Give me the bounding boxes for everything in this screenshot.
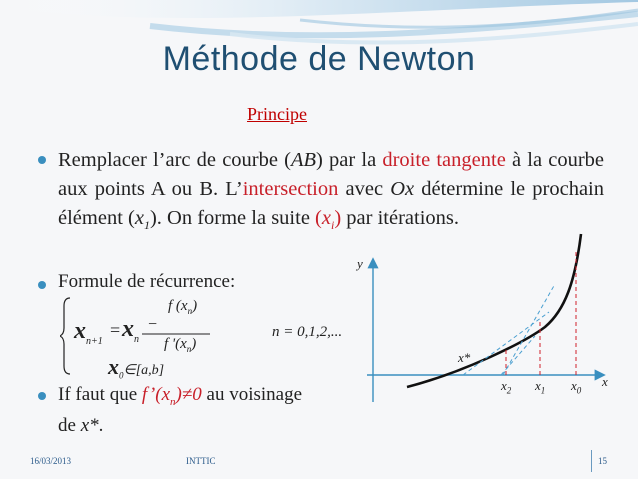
highlight-derivative: $f’(x_n)\ne 0$	[141, 384, 202, 408]
function-curve	[407, 234, 581, 387]
formula-numerator: f $(x_n)$	[168, 298, 198, 316]
footer-org: INTTIC	[186, 456, 216, 466]
formula-denominator: f '$(x_n)$	[164, 336, 197, 354]
newton-graph	[355, 232, 621, 404]
recurrence-formula	[60, 296, 230, 381]
tangent-1	[503, 284, 555, 375]
root-label: x*	[458, 350, 471, 365]
x1-label: $x_1$	[535, 378, 546, 396]
footer-divider	[591, 450, 592, 472]
formula-xn: $x_n$	[122, 316, 139, 345]
page-title: Méthode de Newton	[162, 40, 476, 78]
highlight-intersection: intersection	[242, 178, 339, 200]
formula-lhs: $x_{n+1}$	[74, 318, 103, 347]
y-axis-label: y	[357, 256, 363, 271]
formula-eq: =	[110, 320, 121, 340]
bullet-paragraph-3: If faut que $f’(x_n)\ne 0$ au voisinage de x*.	[58, 384, 303, 436]
section-subtitle: Principe	[247, 104, 307, 124]
bullet-icon	[38, 392, 46, 400]
formula-label: Formule de récurrence:	[58, 271, 236, 292]
footer-date: 16/03/2013	[30, 456, 72, 466]
bullet-paragraph-1: Remplacer l’arc de courbe (AB) par la droite tangente à la courbe aux points A ou B. L’intersection avec Ox détermine le prochain élément $(x_1)$. On forme la suite $(x_i)$ par itérations.	[58, 149, 605, 233]
highlight-suite: $(x_i)$	[315, 207, 342, 233]
footer-page-number: 15	[598, 456, 607, 466]
x0-label: $x_0$	[571, 378, 582, 396]
tangent-3	[501, 336, 535, 375]
x2-label: $x_2$	[501, 378, 512, 396]
x-axis-label: x	[602, 374, 608, 389]
formula-initial: $x_0\in[a,b]$	[108, 354, 165, 381]
n-values: n = 0,1,2,...	[272, 324, 343, 340]
formula-minus: −	[148, 316, 158, 333]
bullet-icon	[38, 281, 46, 289]
bullet-icon	[38, 156, 46, 164]
highlight-tangente: droite tangente	[382, 149, 506, 171]
